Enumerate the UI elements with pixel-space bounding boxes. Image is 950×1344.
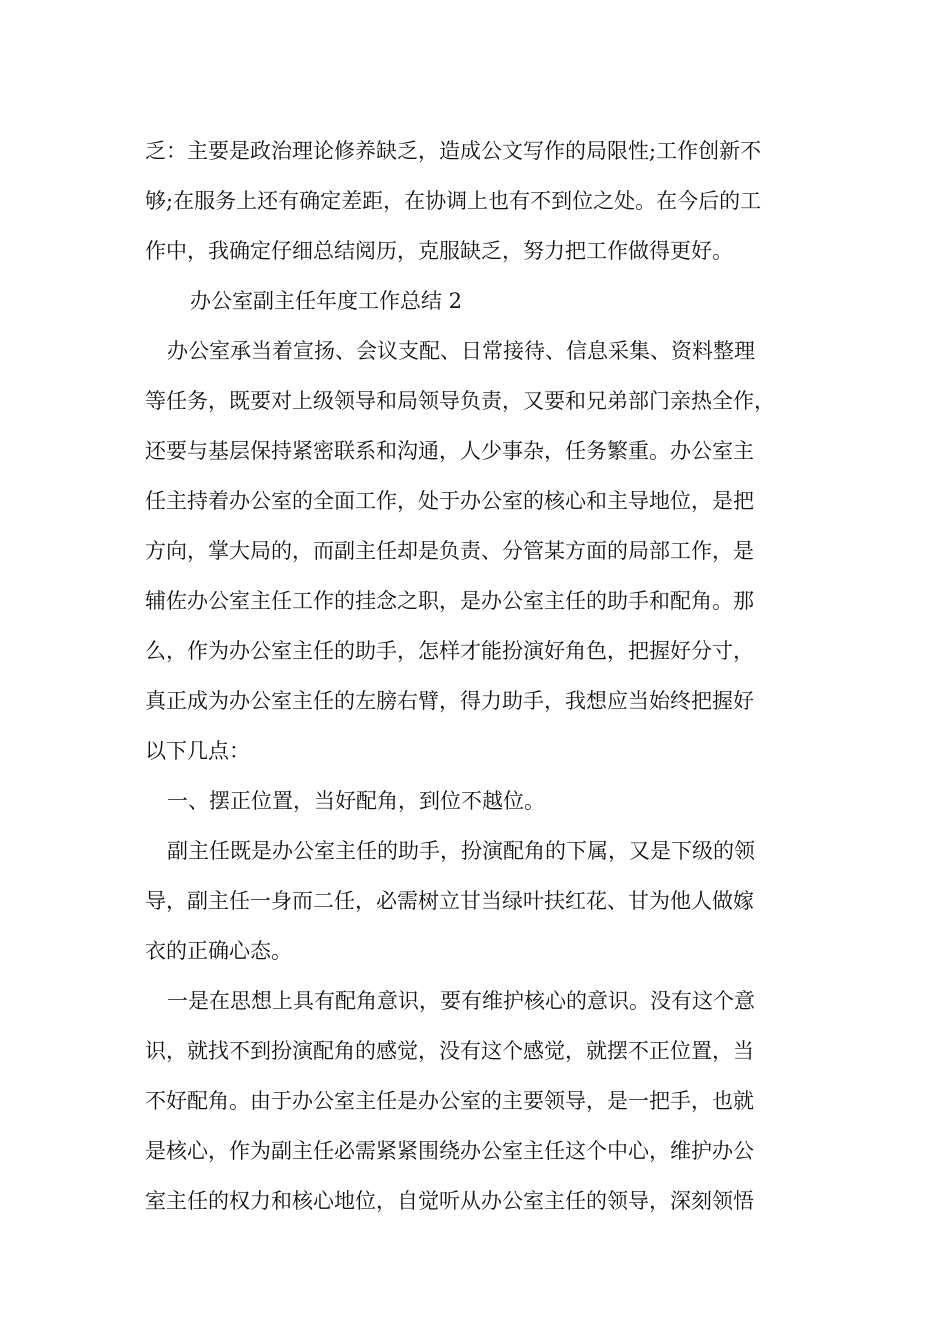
paragraph-line: 是核心，作为副主任必需紧紧围绕办公室主任这个中心，维护办公: [145, 1139, 754, 1163]
paragraph-line: 一是在思想上具有配角意识，要有维护核心的意识。没有这个意: [167, 989, 755, 1013]
paragraph-line: 辅佐办公室主任工作的挂念之职，是办公室主任的助手和配角。那: [145, 589, 754, 613]
paragraph-line: 还要与基层保持紧密联系和沟通，人少事杂，任务繁重。办公室主: [145, 439, 754, 463]
paragraph-line: 方向，掌大局的，而副主任却是负责、分管某方面的局部工作，是: [145, 539, 754, 563]
paragraph-line: 室主任的权力和核心地位，自觉听从办公室主任的领导，深刻领悟: [145, 1189, 754, 1213]
paragraph-line: 办公室承当着宣扬、会议支配、日常接待、信息采集、资料整理: [167, 339, 755, 363]
section-title-text: 办公室副主任年度工作总结 2: [190, 289, 463, 313]
paragraph-line: 衣的正确心态。: [145, 939, 292, 963]
paragraph-3: [145, 776, 810, 826]
paragraph-line: 识，就找不到扮演配角的感觉，没有这个感觉，就摆不正位置，当: [145, 1039, 754, 1063]
paragraph-line: 作中，我确定仔细总结阅历，克服缺乏，努力把工作做得更好。: [145, 239, 733, 263]
paragraph-line: 任主持着办公室的全面工作，处于办公室的核心和主导地位，是把: [145, 489, 754, 513]
paragraph-line: 等任务，既要对上级领导和局领导负责，又要和兄弟部门亲热全作，: [145, 389, 775, 413]
section-title: [145, 276, 810, 326]
paragraph-4: [145, 826, 810, 976]
paragraph-line: 一、摆正位置，当好配角，到位不越位。: [167, 789, 545, 813]
paragraph-line: 副主任既是办公室主任的助手，扮演配角的下属，又是下级的领: [167, 839, 755, 863]
paragraph-2: [145, 326, 810, 776]
paragraph-1: [145, 126, 810, 276]
paragraph-line: 不好配角。由于办公室主任是办公室的主要领导，是一把手，也就: [145, 1089, 754, 1113]
paragraph-line: 乏：主要是政治理论修养缺乏，造成公文写作的局限性;工作创新不: [145, 139, 762, 163]
paragraph-line: 真正成为办公室主任的左膀右臂，得力助手，我想应当始终把握好: [145, 689, 754, 713]
paragraph-line: 够;在服务上还有确定差距，在协调上也有不到位之处。在今后的工: [145, 189, 762, 213]
paragraph-line: 么，作为办公室主任的助手，怎样才能扮演好角色，把握好分寸，: [145, 639, 754, 663]
paragraph-line: 以下几点：: [145, 739, 250, 763]
paragraph-line: 导，副主任一身而二任，必需树立甘当绿叶扶红花、甘为他人做嫁: [145, 889, 754, 913]
paragraph-5: [145, 976, 810, 1226]
